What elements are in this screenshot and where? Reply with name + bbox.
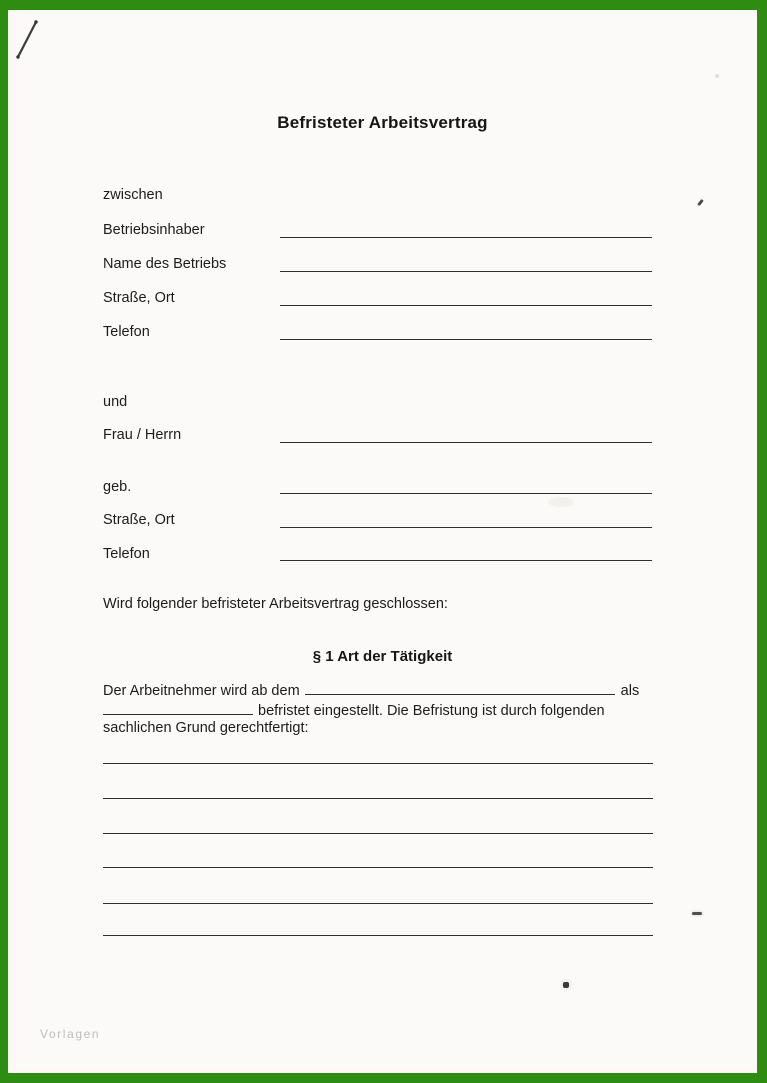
section-1-paragraph [103,681,673,738]
reason-blank-line-5 [103,903,653,904]
employee-address-label: Straße, Ort [103,512,175,528]
employer-address-label: Straße, Ort [103,290,175,306]
paragraph-line-2 [103,701,673,721]
and-label: und [103,394,128,410]
reason-blank-line-1 [103,763,653,764]
paragraph-line-2-text: befristet eingestellt. Die Befristung ist durch folgenden [258,702,605,719]
reason-blank-line-6 [103,935,653,936]
employer-company-label: Name des Betriebs [103,256,227,272]
scan-smudge [548,497,574,507]
employer-phone-blank-line [280,339,652,340]
employer-owner-blank-line [280,237,652,238]
paragraph-line-1 [103,681,673,701]
employer-owner-label: Betriebsinhaber [103,222,205,238]
scan-edge-artifact-left [8,10,14,1073]
paragraph-line-1-suffix: als [620,683,640,699]
between-label: zwischen [103,187,163,203]
scan-speck [715,74,719,78]
paragraph-line-3-text: sachlichen Grund gerechtfertigt: [103,720,309,736]
reason-blank-line-2 [103,798,653,799]
employee-phone-blank-line [280,560,652,561]
section-1-heading: § 1 Art der Tätigkeit [312,648,453,665]
employer-company-blank-line [280,271,652,272]
job-title-blank-line [103,701,253,715]
employee-birthdate-label: geb. [103,479,132,495]
paragraph-line-1-text: Der Arbeitnehmer wird ab dem [103,683,300,699]
employee-address-blank-line [280,527,652,528]
employer-phone-label: Telefon [103,324,150,340]
employee-name-blank-line [280,442,652,443]
scan-speck [697,199,704,206]
scan-edge-artifact-bottom [8,1068,757,1073]
scan-speck [692,912,702,915]
employer-address-blank-line [280,305,652,306]
scan-speck [563,982,569,988]
scanned-contract-paper [8,10,757,1073]
document-title: Befristeter Arbeitsvertrag [277,113,488,132]
vorlagen-watermark: Vorlagen [40,1027,101,1041]
employee-birthdate-blank-line [280,493,652,494]
reason-blank-line-3 [103,833,653,834]
reason-blank-line-4 [103,867,653,868]
lead-in-sentence: Wird folgender befristeter Arbeitsvertrag geschlossen: [103,596,448,612]
start-date-blank-line [305,681,615,695]
employee-name-label: Frau / Herrn [103,427,182,443]
paragraph-line-3 [103,720,673,738]
pen-slash-mark [8,10,58,80]
employee-phone-label: Telefon [103,546,150,562]
